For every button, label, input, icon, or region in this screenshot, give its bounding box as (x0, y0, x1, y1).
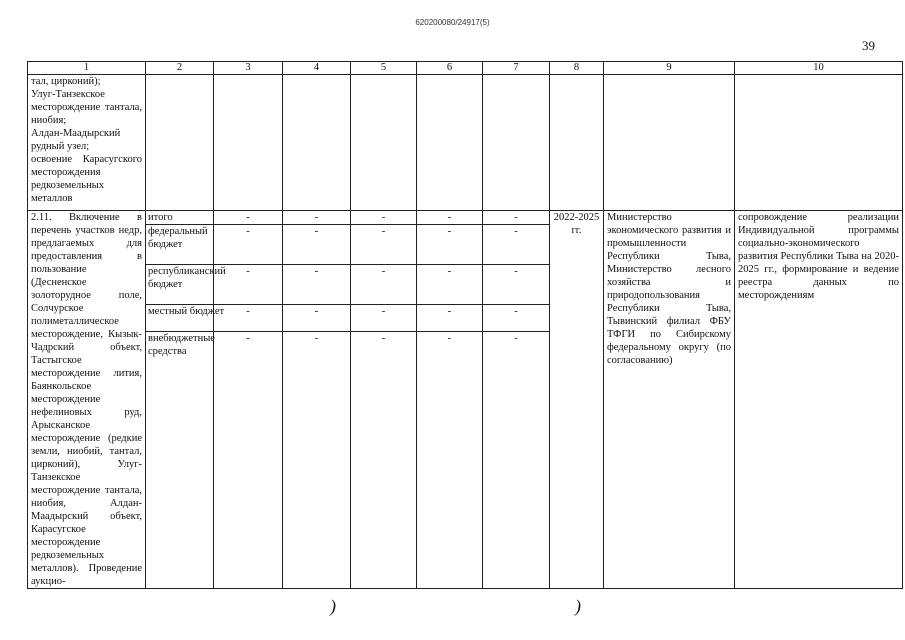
col-num-3: 3 (214, 62, 283, 75)
funding-sources (146, 211, 226, 589)
continued-row-text: тал, цирконий); Улуг-Танзекское месторождение тантала, ниобия; Алдан-Маадырский рудный узел; освоение Карасугского месторождения редкоземельных металлов (28, 75, 146, 211)
implementation-period: 2022-2025 гг. (550, 211, 604, 589)
col-3-values: - - - - - (214, 211, 283, 589)
col-num-1: 1 (28, 62, 146, 75)
row-2-11 (28, 211, 903, 589)
col-num-4: 4 (283, 62, 351, 75)
col-6-values: - - - - - (417, 211, 483, 589)
expected-result: сопровождение реализации Индивидуальной программы социально-экономического развития Республики Тыва на 2020-2025 гг., формирование и ведение реестра данных по месторождениям (735, 211, 903, 589)
col-7-values: - - - - - (483, 211, 550, 589)
handwritten-mark-right: ) (575, 596, 581, 616)
col-5-values: - - - - - (351, 211, 417, 589)
col-num-7: 7 (483, 62, 550, 75)
row-2-11-activity: 2.11. Включение в перечень участков недр, предлагаемых для предоставления в пользование (Десненское золоторудное поле, Солчурское полиметаллическое месторождение, Кызык-Чадрский объект, Тастыгское месторождение лития, Баянкольское месторождение нефелиновых руд, Арысканское месторождение (редкие земли, ниобий, тантал, цирконий), Улуг-Танзекское месторождение тантала, ниобия, Алдан-Маадырский объект, Карасугское месторождение редкоземельных металлов). Проведение аукцио- (28, 211, 146, 589)
col-4-values: - - - - - (283, 211, 351, 589)
col-num-10: 10 (735, 62, 903, 75)
page-number: 39 (862, 38, 875, 53)
funding-total: итого (146, 211, 228, 225)
document-id: 620200080/24917(5) (415, 18, 490, 27)
col-num-9: 9 (604, 62, 735, 75)
responsible-executors: Министерство экономического развития и промышленности Республики Тыва, Министерство лесного хозяйства и природопользования Республики Тыва, Тывинский филиал ФБУ ТФГИ по Сибирскому федеральному округу (по согласованию) (604, 211, 735, 589)
funding-federal: федеральный бюджет (146, 225, 228, 265)
col-num-8: 8 (550, 62, 604, 75)
funding-extrabudget: внебюджетные средства (148, 333, 215, 357)
column-number-row (28, 62, 903, 75)
funding-republican: республиканский бюджет (146, 265, 228, 305)
continued-row (28, 75, 903, 211)
col-num-5: 5 (351, 62, 417, 75)
col-num-6: 6 (417, 62, 483, 75)
funding-local: местный бюджет (146, 305, 228, 332)
program-table (27, 61, 903, 589)
col-num-2: 2 (146, 62, 214, 75)
handwritten-mark-left: ) (330, 596, 336, 616)
